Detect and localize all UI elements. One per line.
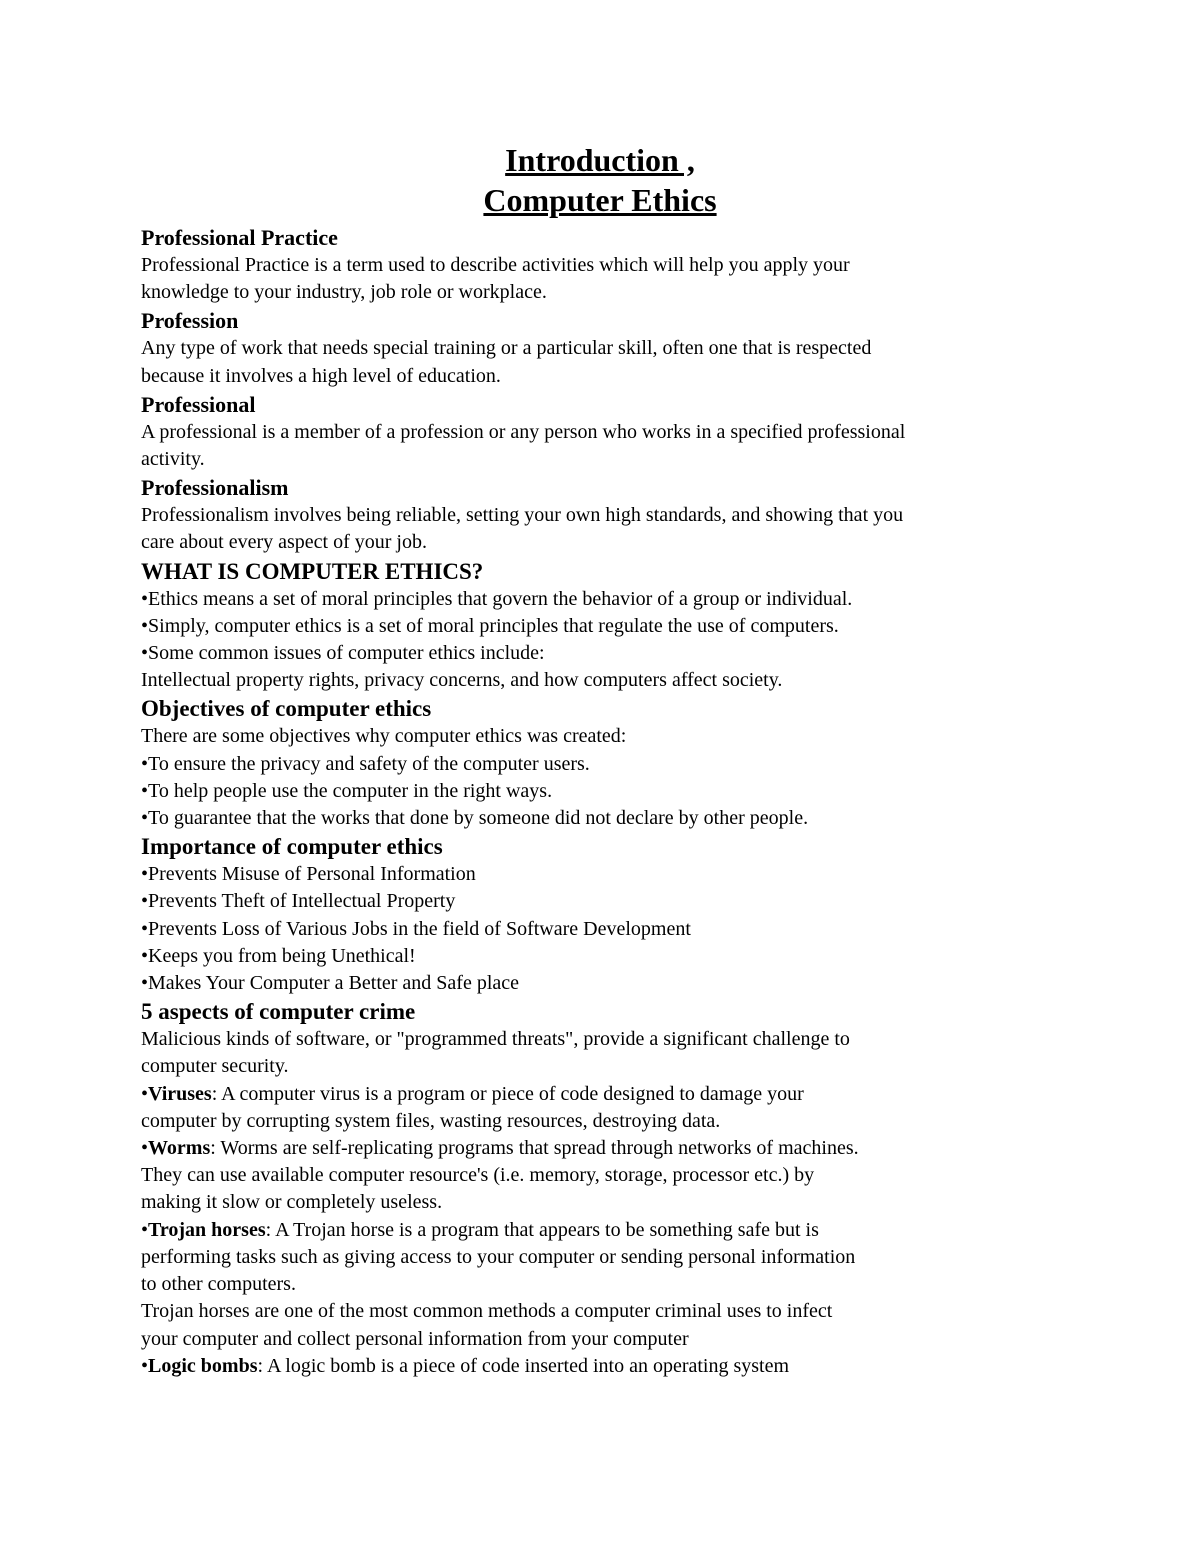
term-trojan-horses: Trojan horses [148, 1218, 266, 1241]
bullet-item: • Keeps you from being Unethical! [141, 943, 1061, 970]
title-line-1: Introduction , [505, 142, 695, 178]
paragraph-line: performing tasks such as giving access to your computer or sending personal information [141, 1245, 856, 1268]
bullet-item-viruses [141, 1081, 1061, 1108]
paragraph-line: Professionalism involves being reliable, setting your own high standards, and showing that you [141, 504, 904, 527]
bullet-item: • To help people use the computer in the right ways. [141, 778, 1061, 805]
term-viruses: Viruses [148, 1082, 212, 1105]
paragraph-line: because it involves a high level of education. [141, 364, 501, 387]
paragraph-line: your computer and collect personal information from your computer [141, 1327, 689, 1350]
heading-what-is-computer-ethics: WHAT IS COMPUTER ETHICS? [141, 558, 484, 584]
paragraph-line: care about every aspect of your job. [141, 531, 427, 554]
paragraph-line: to other computers. [141, 1273, 296, 1296]
title-block [0, 140, 1200, 220]
paragraph-line: computer security. [141, 1055, 289, 1078]
heading-importance: Importance of computer ethics [141, 834, 443, 860]
document-page [141, 140, 1061, 1380]
paragraph-line: knowledge to your industry, job role or workplace. [141, 281, 547, 304]
paragraph-line: Trojan horses are one of the most common methods a computer criminal uses to infect [141, 1300, 833, 1323]
paragraph-line: computer by corrupting system files, wasting resources, destroying data. [141, 1109, 721, 1132]
bullet-item: • Prevents Theft of Intellectual Property [141, 888, 1061, 915]
bullet-item: • Prevents Loss of Various Jobs in the field of Software Development [141, 916, 1061, 943]
term-worms: Worms [148, 1137, 211, 1160]
bullet-item: • Some common issues of computer ethics include: [141, 640, 1061, 667]
title-line-2: Computer Ethics [483, 182, 717, 218]
paragraph-line: Any type of work that needs special training or a particular skill, often one that is respected [141, 337, 872, 360]
definition-text: : A Trojan horse is a program that appears to be something safe but is [265, 1218, 819, 1241]
bullet-item: • To guarantee that the works that done by someone did not declare by other people. [141, 805, 1061, 832]
heading-professionalism: Professionalism [141, 475, 289, 501]
definition-text: : A computer virus is a program or piece of code designed to damage your [211, 1082, 804, 1105]
paragraph-line: Intellectual property rights, privacy concerns, and how computers affect society. [141, 669, 783, 692]
bullet-item: • To ensure the privacy and safety of the computer users. [141, 751, 1061, 778]
bullet-item-worms [141, 1135, 1061, 1162]
bullet-item: • Ethics means a set of moral principles that govern the behavior of a group or individual. [141, 586, 1061, 613]
bullet-item: • Simply, computer ethics is a set of moral principles that regulate the use of computers. [141, 613, 1061, 640]
paragraph-line: There are some objectives why computer ethics was created: [141, 725, 627, 748]
definition-text: : Worms are self-replicating programs that spread through networks of machines. [210, 1137, 859, 1160]
definition-text: : A logic bomb is a piece of code inserted into an operating system [257, 1354, 790, 1377]
paragraph-line: They can use available computer resource's (i.e. memory, storage, processor etc.) by [141, 1164, 815, 1187]
paragraph-line: activity. [141, 448, 205, 471]
heading-profession: Profession [141, 308, 239, 334]
paragraph-line: Professional Practice is a term used to describe activities which will help you apply your [141, 254, 850, 276]
paragraph-line: A professional is a member of a profession or any person who works in a specified professional [141, 420, 906, 443]
paragraph-line: Malicious kinds of software, or "programmed threats", provide a significant challenge to [141, 1028, 850, 1051]
bullet-item-trojan-horses [141, 1217, 1061, 1244]
bullet-item-logic-bombs [141, 1353, 1061, 1380]
term-logic-bombs: Logic bombs [148, 1354, 258, 1377]
bullet-item: • Makes Your Computer a Better and Safe place [141, 970, 1061, 997]
paragraph-line: making it slow or completely useless. [141, 1191, 443, 1214]
bullet-item: • Prevents Misuse of Personal Information [141, 861, 1061, 888]
heading-professional-practice: Professional Practice [141, 225, 338, 250]
heading-objectives: Objectives of computer ethics [141, 696, 432, 722]
heading-professional: Professional [141, 391, 256, 417]
heading-computer-crime: 5 aspects of computer crime [141, 999, 416, 1025]
